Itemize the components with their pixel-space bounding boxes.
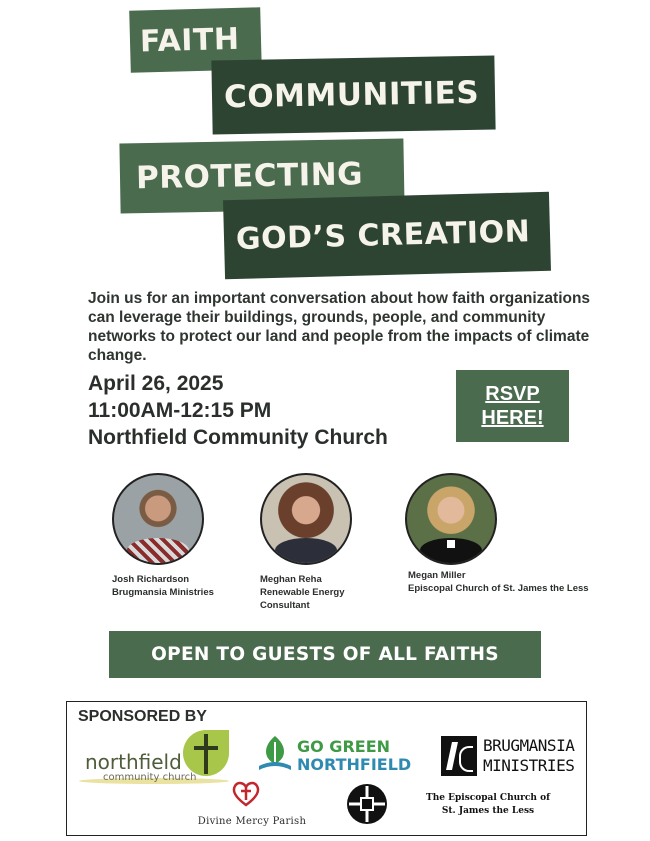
rsvp-button[interactable] [456, 370, 569, 442]
event-location: Northfield Community Church [88, 426, 388, 449]
go-green-northfield-logo [257, 730, 417, 780]
speaker-caption-josh [112, 573, 214, 599]
northfield-name: northfield [85, 750, 182, 774]
title-text-2: COMMUNITIES [223, 74, 480, 116]
event-details [88, 370, 388, 451]
speaker-affiliation-2: Consultant [260, 600, 310, 611]
speaker-photo-meghan [260, 473, 352, 565]
brugmansia-ministries-logo [441, 732, 581, 778]
speaker-caption-megan [408, 569, 589, 595]
sponsor-box [66, 701, 587, 836]
go-green-line1: GO GREEN [297, 737, 391, 756]
event-time: 11:00AM-12:15 PM [88, 399, 272, 422]
open-to-all-banner: OPEN TO GUESTS OF ALL FAITHS [109, 631, 541, 678]
episcopal-cross-icon [345, 782, 389, 826]
title-line-communities [211, 56, 495, 135]
title-text-3: PROTECTING [135, 156, 364, 197]
title-text-1: FAITH [139, 21, 240, 59]
title-text-4: GOD’S CREATION [235, 214, 531, 257]
heart-cross-icon [231, 778, 261, 808]
speaker-affiliation: Episcopal Church of St. James the Less [408, 583, 589, 594]
go-green-line2: NORTHFIELD [297, 755, 412, 774]
speaker-photo-megan [405, 473, 497, 565]
speaker-name: Josh Richardson [112, 574, 190, 585]
event-date: April 26, 2025 [88, 372, 224, 395]
speaker-caption-meghan [260, 573, 344, 612]
brugmansia-mark-icon [441, 736, 477, 776]
rsvp-label-2: HERE! [481, 407, 544, 429]
title-line-gods-creation [223, 192, 551, 280]
divine-mercy-logo [187, 778, 317, 834]
episcopal-line2: St. James the Less [441, 806, 535, 816]
episcopal-church-logo [345, 782, 585, 832]
brugmansia-line1: BRUGMANSIA [483, 736, 575, 755]
speaker-affiliation: Brugmansia Ministries [112, 587, 214, 598]
intro-paragraph: Join us for an important conversation about how faith organizations can leverage their buildings, grounds, people, and community networks to protect our land and people from the impacts of climate change. [88, 290, 591, 364]
northfield-church-logo [79, 730, 239, 784]
rsvp-label-1: RSVP [485, 383, 540, 405]
northfield-sub: community church [103, 772, 197, 783]
brugmansia-line2: MINISTRIES [483, 756, 575, 775]
divine-mercy-name: Divine Mercy Parish [197, 816, 307, 827]
speaker-name: Megan Miller [408, 570, 466, 581]
speaker-affiliation: Renewable Energy [260, 587, 345, 598]
tree-icon [257, 734, 293, 774]
cross-icon [204, 734, 208, 774]
speaker-name: Meghan Reha [260, 574, 322, 585]
episcopal-line1: The Episcopal Church of [426, 793, 550, 803]
speaker-photo-josh [112, 473, 204, 565]
sponsor-heading: SPONSORED BY [78, 708, 207, 725]
